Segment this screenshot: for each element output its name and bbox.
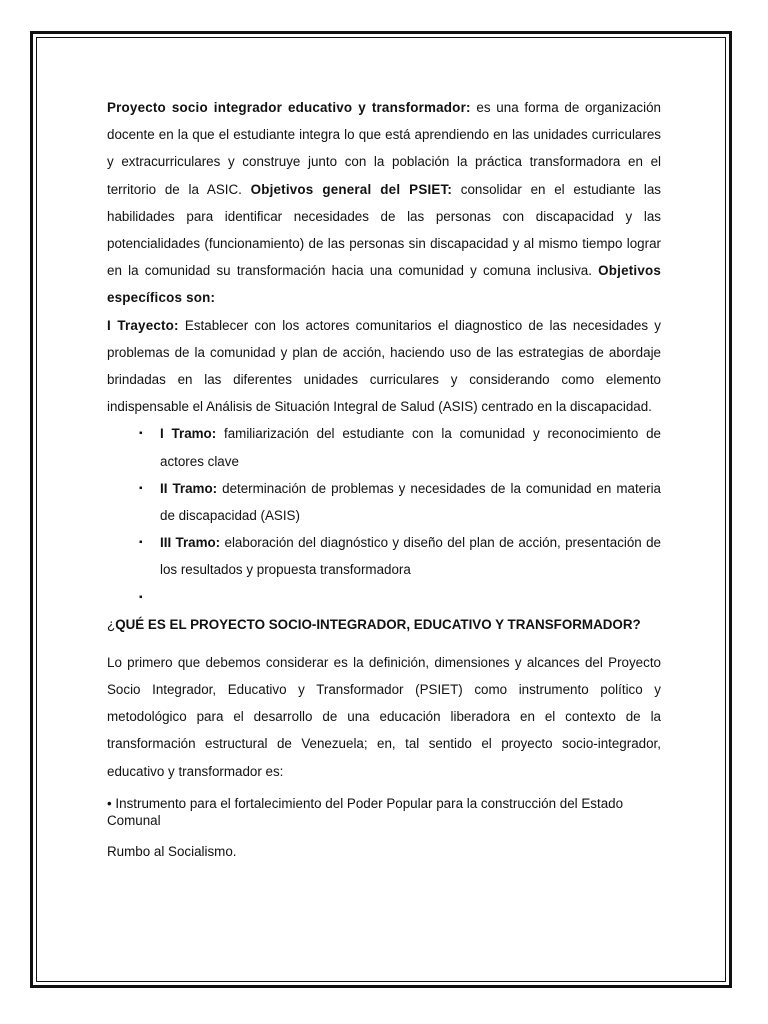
list-item — [107, 475, 661, 529]
square-bullet-icon: ▪ — [139, 537, 143, 549]
section-heading-text: QUÉ ES EL PROYECTO SOCIO-INTEGRADOR, EDUCATIVO Y TRANSFORMADOR? — [115, 616, 641, 632]
tramos-list — [107, 420, 661, 610]
tramo-label: II Tramo: — [160, 480, 218, 496]
document-body — [107, 94, 661, 860]
objetivo-general-label: Objetivos general del PSIET: — [250, 181, 453, 197]
tramo-text: familiarización del estudiante con la comunidad y reconocimiento de actores clave — [160, 426, 661, 469]
intro-paragraph — [107, 94, 661, 312]
tramo-text: elaboración del diagnóstico y diseño del plan de acción, presentación de los resultados y propuesta transformadora — [160, 535, 661, 578]
tramo-label: I Tramo: — [160, 426, 217, 442]
trayecto-paragraph — [107, 312, 661, 421]
objetivos-especificos-label: Objetivos específicos son: — [107, 263, 661, 306]
bullet-line: • Instrumento para el fortalecimiento del Poder Popular para la construcción del Estado Comunal — [107, 795, 624, 828]
square-bullet-icon: ▪ — [139, 428, 143, 440]
tramo-label: III Tramo: — [160, 535, 221, 551]
trayecto-text: Establecer con los actores comunitarios el diagnostico de las necesidades y problemas de la comunidad y plan de acción, haciendo uso de las estrategias de abordaje brindadas en las diferentes unidades curriculares y considerando como elemento indispensable el Análisis de Situación Integral de Salud (ASIS) centrado en la discapacidad. — [107, 317, 661, 415]
objetivo-general-text: consolidar en el estudiante las habilidades para identificar necesidades de las personas con discapacidad y las potencialidades (funcionamiento) de las personas sin discapacidad y al mismo tiempo lograr en la comunidad su transformación hacia una comunidad y comuna inclusiva. — [107, 181, 661, 279]
inverted-question-mark: ¿ — [107, 616, 116, 632]
closing-line: Rumbo al Socialismo. — [107, 843, 237, 859]
list-item — [107, 529, 661, 583]
square-bullet-icon: ▪ — [139, 591, 143, 603]
intro-term: Proyecto socio integrador educativo y transformador: — [107, 100, 471, 115]
section-heading — [107, 611, 661, 639]
square-bullet-icon: ▪ — [139, 482, 143, 494]
list-item — [107, 584, 661, 611]
definition-paragraph: Lo primero que debemos considerar es la definición, dimensiones y alcances del Proyecto Socio Integrador, Educativo y Transformador (PSIET) como instrumento político y metodológico para el desarrollo de una educación liberadora en el contexto de la transformación estructural de Venezuela; en, tal sentido el proyecto socio-integrador, educativo y transformador es: — [107, 654, 661, 779]
tramo-text: determinación de problemas y necesidades de la comunidad en materia de discapacidad (ASIS) — [160, 480, 661, 524]
list-item — [107, 420, 661, 474]
intro-definition: es una forma de organización docente en la que el estudiante integra lo que está aprendiendo en las unidades curriculares y extracurriculares y construye junto con la población la práctica transformadora en el territorio de la ASIC. — [107, 100, 661, 197]
trayecto-label: I Trayecto: — [107, 317, 179, 333]
